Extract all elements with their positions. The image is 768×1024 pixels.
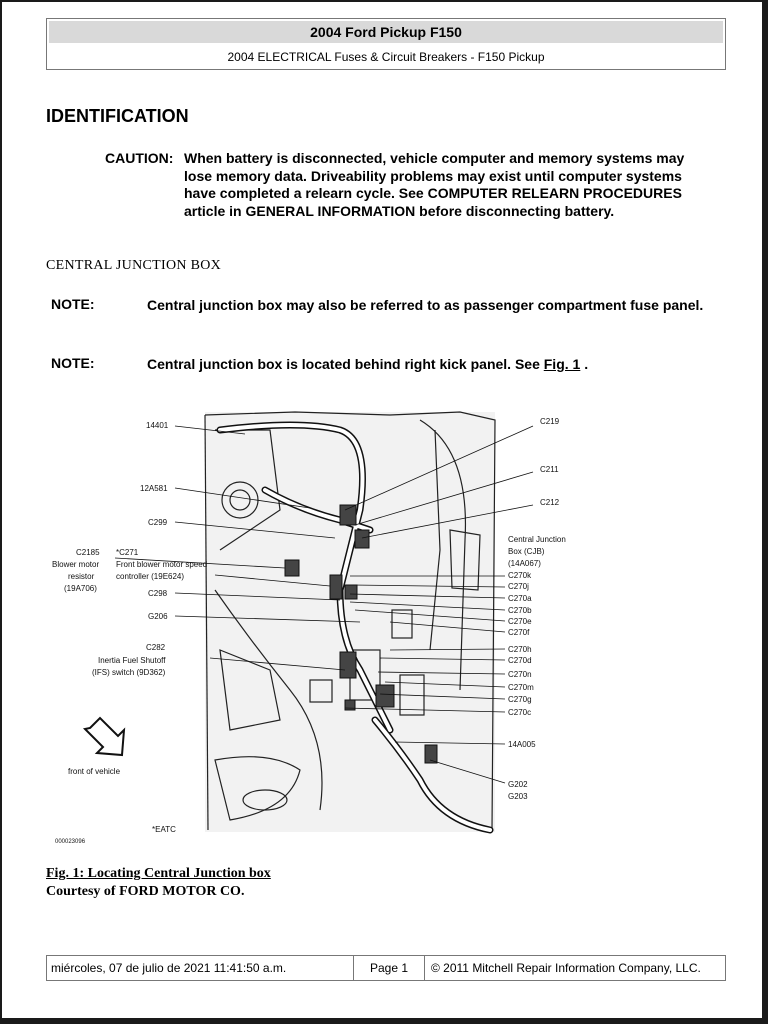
note-text-part: .	[580, 356, 589, 372]
figure-label: C270f	[508, 628, 530, 637]
figure-label: *EATC	[152, 825, 176, 834]
figure-label: C270b	[508, 606, 532, 615]
figure-label: C270g	[508, 695, 532, 704]
figure-label: (14A067)	[508, 559, 541, 568]
figure-label: (IFS) switch (9D362)	[92, 668, 166, 677]
figure-caption-credit: Courtesy of FORD MOTOR CO.	[46, 884, 245, 899]
figure-label: Inertia Fuel Shutoff	[98, 656, 166, 665]
figure-label: C219	[540, 417, 560, 426]
figure-label: 12A581	[140, 484, 168, 493]
figure-label: C270h	[508, 645, 532, 654]
figure-label: C299	[148, 518, 168, 527]
figure-label: C270a	[508, 594, 532, 603]
figure-label: 000023096	[55, 839, 86, 845]
note-text: Central junction box may also be referred to as passenger compartment fuse panel.	[147, 297, 704, 313]
figure-label: C270c	[508, 708, 532, 717]
caution-text: When battery is disconnected, vehicle computer and memory systems may lose memory data. Driveability problems may exist until computer systems have completed a relearn cycle. See COMPUTER RELEARN PROCEDURES article in GENERAL INFORMATION before disconnecting battery.	[184, 150, 685, 219]
figure-label: C270k	[508, 571, 532, 580]
footer-date: miércoles, 07 de julio de 2021 11:41:50 a.m.	[51, 961, 287, 975]
figure-label: (19A706)	[64, 584, 97, 593]
figure-label: C270m	[508, 683, 534, 692]
figure-label: 14401	[146, 421, 169, 430]
figure-label: C2185	[76, 548, 100, 557]
figure-caption-title[interactable]: Fig. 1: Locating Central Junction box	[46, 866, 271, 881]
figure-label: Central Junction	[508, 535, 566, 544]
figure-label: Box (CJB)	[508, 547, 545, 556]
note-text-part: Central junction box is located behind right kick panel. See	[147, 356, 544, 372]
figure-label: Front blower motor speed	[116, 560, 208, 569]
document-title: 2004 Ford Pickup F150	[49, 21, 723, 43]
fig-link[interactable]: Fig. 1	[543, 356, 581, 372]
junction-box-diagram	[40, 390, 580, 855]
note-text	[147, 355, 717, 373]
figure-label: C212	[540, 498, 560, 507]
figure-label: 14A005	[508, 740, 536, 749]
footer-copyright: © 2011 Mitchell Repair Information Company, LLC.	[431, 961, 701, 975]
section-heading: IDENTIFICATION	[46, 106, 189, 126]
figure-label: C270d	[508, 656, 532, 665]
figure-label: G202	[508, 780, 528, 789]
front-arrow-icon	[85, 718, 124, 755]
figure-label: *C271	[116, 548, 139, 557]
figure-label: G203	[508, 792, 528, 801]
figure-label: Blower motor	[52, 560, 100, 569]
figure-label: C298	[148, 589, 168, 598]
note-label: NOTE:	[51, 296, 95, 312]
document-subtitle: 2004 ELECTRICAL Fuses & Circuit Breakers - F150 Pickup	[227, 50, 545, 64]
caution-label: CAUTION:	[105, 150, 174, 166]
figure-label: resistor	[68, 572, 95, 581]
figure-label: G206	[148, 612, 168, 621]
note-label: NOTE:	[51, 355, 95, 371]
figure-label: C211	[540, 465, 559, 474]
figure-label: C270e	[508, 617, 532, 626]
figure-label: controller (19E624)	[116, 572, 185, 581]
subsection-title: CENTRAL JUNCTION BOX	[46, 258, 222, 273]
document-footer	[46, 955, 726, 981]
footer-page-number: Page 1	[353, 956, 425, 980]
document-header	[46, 18, 726, 70]
figure-label: C270n	[508, 670, 532, 679]
figure-label: C282	[146, 643, 166, 652]
figure-label: front of vehicle	[68, 767, 121, 776]
figure-label: C270j	[508, 582, 529, 591]
